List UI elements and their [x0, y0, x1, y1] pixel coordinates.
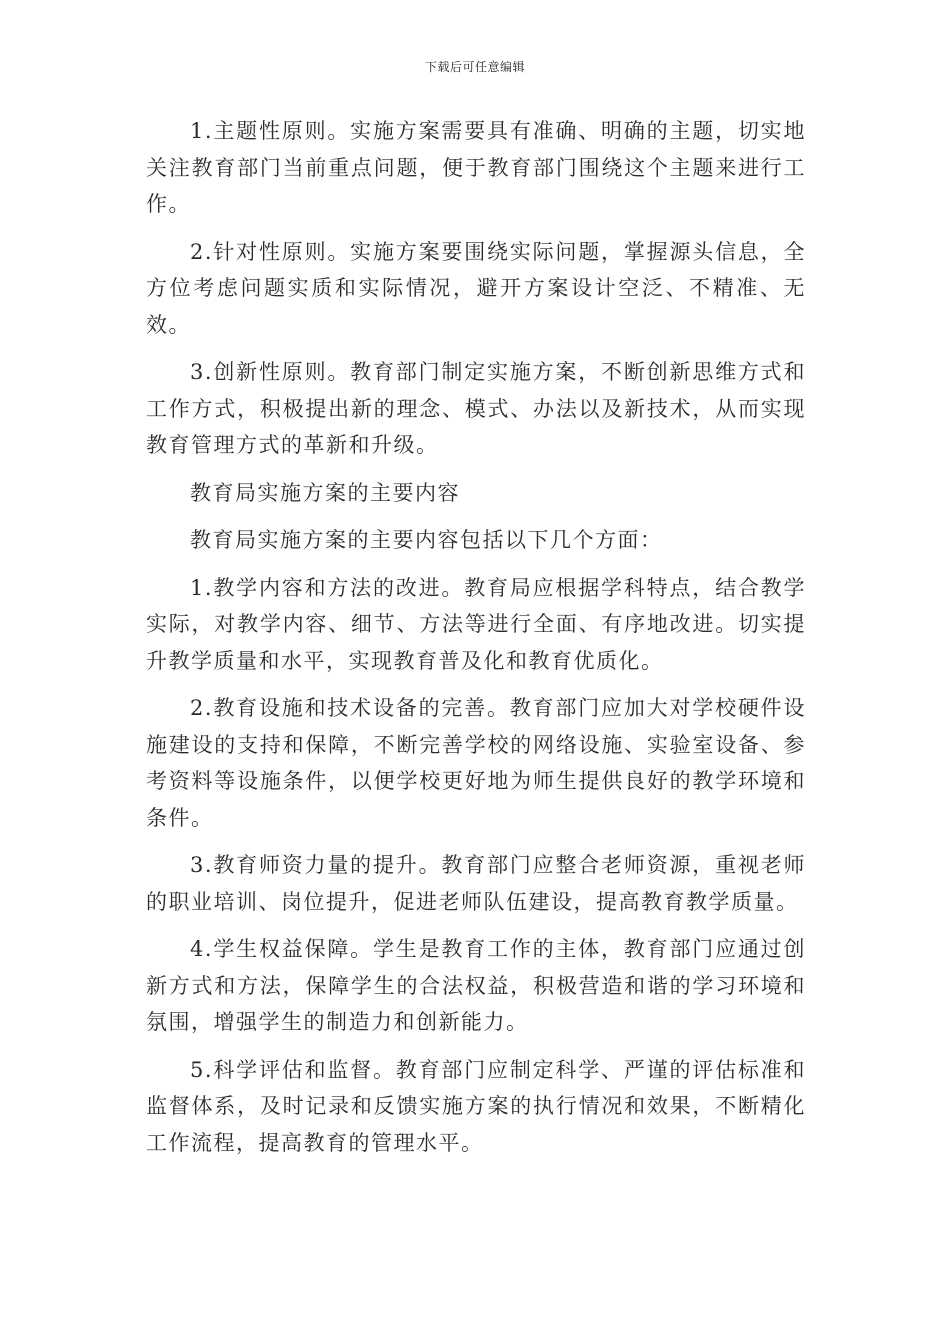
paragraph-content-4: 4.学生权益保障。学生是教育工作的主体，教育部门应通过创新方式和方法，保障学生的合法权益，积极营造和谐的学习环境和氛围，增强学生的制造力和创新能力。 [146, 937, 806, 1034]
paragraph-principle-1: 1.主题性原则。实施方案需要具有准确、明确的主题，切实地关注教育部门当前重点问题，便于教育部门围绕这个主题来进行工作。 [146, 119, 806, 216]
paragraph-principle-3: 3.创新性原则。教育部门制定实施方案，不断创新思维方式和工作方式，积极提出新的理念、模式、办法以及新技术，从而实现教育管理方式的革新和升级。 [146, 360, 806, 457]
paragraph-content-5: 5.科学评估和监督。教育部门应制定科学、严谨的评估标准和监督体系，及时记录和反馈实施方案的执行情况和效果，不断精化工作流程，提高教育的管理水平。 [146, 1057, 806, 1155]
paragraph-content-2: 2.教育设施和技术设备的完善。教育部门应加大对学校硬件设施建设的支持和保障，不断完善学校的网络设施、实验室设备、参考资料等设施条件，以便学校更好地为师生提供良好的教学环境和条件。 [146, 696, 806, 830]
section-heading: 教育局实施方案的主要内容 [190, 480, 460, 505]
paragraph-content-3: 3.教育师资力量的提升。教育部门应整合老师资源，重视老师的职业培训、岗位提升，促进老师队伍建设，提高教育教学质量。 [146, 853, 806, 914]
section-intro: 教育局实施方案的主要内容包括以下几个方面： [190, 528, 663, 552]
paragraph-content-1: 1.教学内容和方法的改进。教育局应根据学科特点，结合教学实际，对教学内容、细节、方法等进行全面、有序地改进。切实提升教学质量和水平，实现教育普及化和教育优质化。 [146, 575, 806, 673]
paragraph-principle-2: 2.针对性原则。实施方案要围绕实际问题，掌握源头信息，全方位考虑问题实质和实际情况，避开方案设计空泛、不精准、无效。 [146, 239, 806, 337]
page-header: 下载后可任意编辑 [424, 60, 525, 74]
document-body [146, 113, 806, 1172]
